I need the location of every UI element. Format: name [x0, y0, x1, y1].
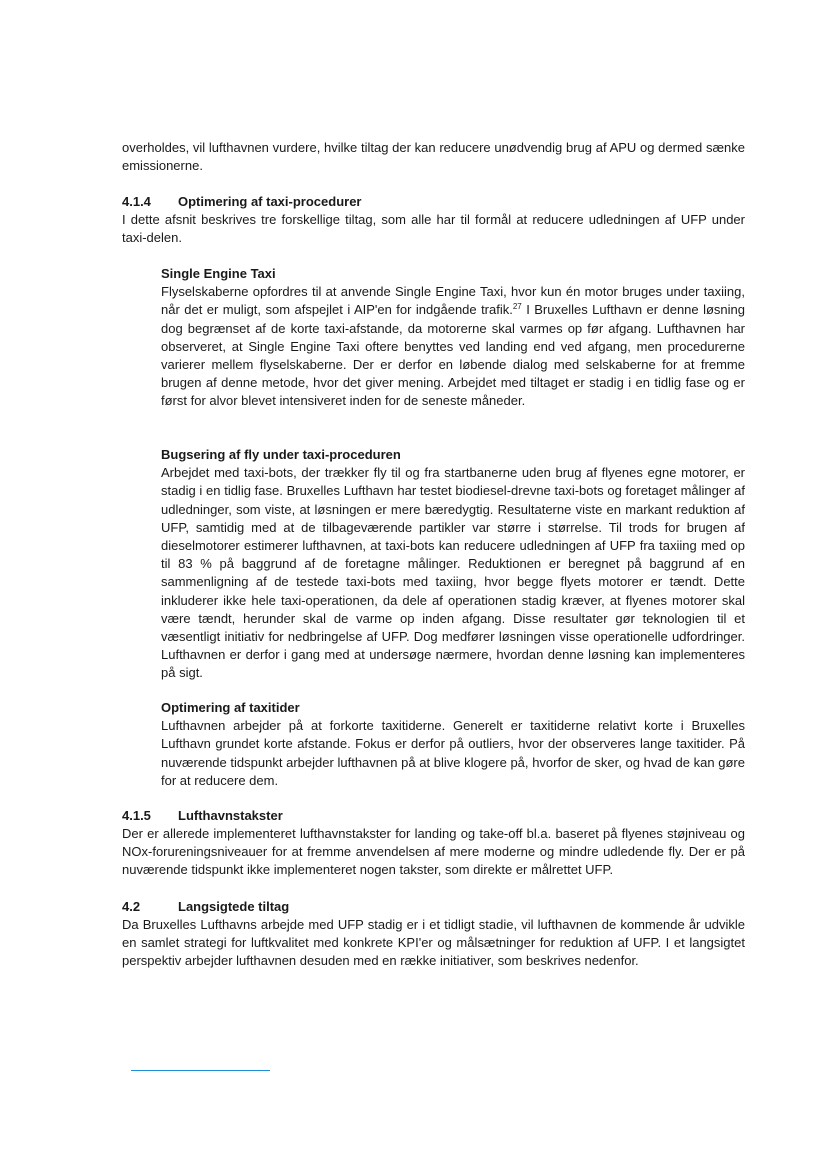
- section-heading: [122, 807, 745, 825]
- subsection-title: Bugsering af fly under taxi-proceduren: [161, 447, 401, 462]
- subsection-title: Single Engine Taxi: [161, 266, 276, 281]
- section-heading: [122, 193, 745, 211]
- footnote-separator: [131, 1070, 270, 1071]
- section-number: 4.1.4: [122, 194, 151, 209]
- footnote-reference[interactable]: 27: [512, 302, 522, 312]
- section-number: 4.1.5: [122, 808, 151, 823]
- section-4-2: [122, 898, 745, 971]
- intro-paragraph: [122, 139, 745, 175]
- section-number: 4.2: [122, 899, 141, 914]
- subsection-towing: [161, 446, 745, 683]
- body-part-2: I Bruxelles Lufthavn er denne løsning dog begrænset af de korte taxi-afstande, da motorerne skal varmes op før afgang. Lufthavnen har observeret, at Single Engine Taxi oftere benyttes ved landing end ved afgang, men procedurerne varierer mellem flyselskaberne. Der er derfor en løbende dialog med selskaberne for at fremme brugen af denne metode, hvor det giver mening. Arbejdet med tiltaget er stadig i en tidlig fase og er først for alvor blevet intensiveret inden for de seneste måneder.: [161, 302, 745, 409]
- section-4-1-5: [122, 807, 745, 880]
- subsection-body: [161, 283, 745, 410]
- subsection-single-engine-taxi: [161, 265, 745, 411]
- section-title: Optimering af taxi-procedurer: [178, 194, 362, 209]
- section-4-1-4: [122, 193, 745, 247]
- section-body: Da Bruxelles Lufthavns arbejde med UFP stadig er i et tidligt stadie, vil lufthavnen de kommende år udvikle en samlet strategi for luftkvalitet med konkrete KPI'er og målsætninger for reduktion af UFP. I et langsigtet perspektiv arbejder lufthavnen desuden med en række initiativer, som beskrives nedenfor.: [122, 917, 745, 969]
- section-title: Lufthavnstakster: [178, 808, 283, 823]
- body-part-1: Flyselskaberne opfordres til at anvende Single Engine Taxi, hvor kun én motor bruges under taxiing, når det er muligt, som afspejlet i AIP'en for indgående trafik.: [161, 284, 745, 318]
- subsection-title: Optimering af taxitider: [161, 700, 300, 715]
- intro-text: overholdes, vil lufthavnen vurdere, hvilke tiltag der kan reducere unødvendig brug af APU og dermed sænke emissionerne.: [122, 140, 745, 174]
- section-heading: [122, 898, 745, 916]
- section-title: Langsigtede tiltag: [178, 899, 290, 914]
- section-body: Der er allerede implementeret lufthavnstakster for landing og take-off bl.a. baseret på flyenes støjniveau og NOx-forureningsniveauer for at fremme anvendelsen af mere moderne og mindre udledende fly. Der er på nuværende tidspunkt ikke implementeret nogen takster, som direkte er målrettet UFP.: [122, 826, 745, 878]
- subsection-body: Arbejdet med taxi-bots, der trækker fly til og fra startbanerne uden brug af flyenes egne motorer, er stadig i en tidlig fase. Bruxelles Lufthavn har testet biodiesel-drevne taxi-bots og foretaget målinger af udledninger, som viste, at løsningen er mere bæredygtig. Resultaterne viste en markant reduktion af UFP, samtidig med at de tilbageværende partikler var større i størrelse. Til trods for brugen af dieselmotorer estimerer lufthavnen, at taxi-bots kan reducere udledningen af UFP fra taxiing med op til 83 % på baggrund af de foretagne målinger. Reduktionen er beregnet på baggrund af en sammenligning af de testede taxi-bots med taxiing, hvor begge flyets motorer er tændt. Dette inkluderer ikke hele taxi-operationen, da dele af operationen stadig kræver, at flyenes motorer skal være tændt, herunder skal de varme op inden afgang. Disse resultater gør teknologien til et væsentligt initiativ for nedbringelse af UFP. Dog medfører løsningen visse operationelle udfordringer. Lufthavnen er derfor i gang med at undersøge nærmere, hvordan denne løsning kan implementeres på sigt.: [161, 465, 745, 681]
- subsection-body: Lufthavnen arbejder på at forkorte taxitiderne. Generelt er taxitiderne relativt korte i Bruxelles Lufthavn grundet korte afstande. Fokus er derfor på outliers, hvor der observeres lange taxitider. På nuværende tidspunkt arbejder lufthavnen på at blive klogere på, hvorfor de sker, og hvad de kan gøre for at reducere dem.: [161, 718, 745, 788]
- subsection-taxi-times: [161, 699, 745, 790]
- section-body: I dette afsnit beskrives tre forskellige tiltag, som alle har til formål at reducere udledningen af UFP under taxi-delen.: [122, 212, 745, 246]
